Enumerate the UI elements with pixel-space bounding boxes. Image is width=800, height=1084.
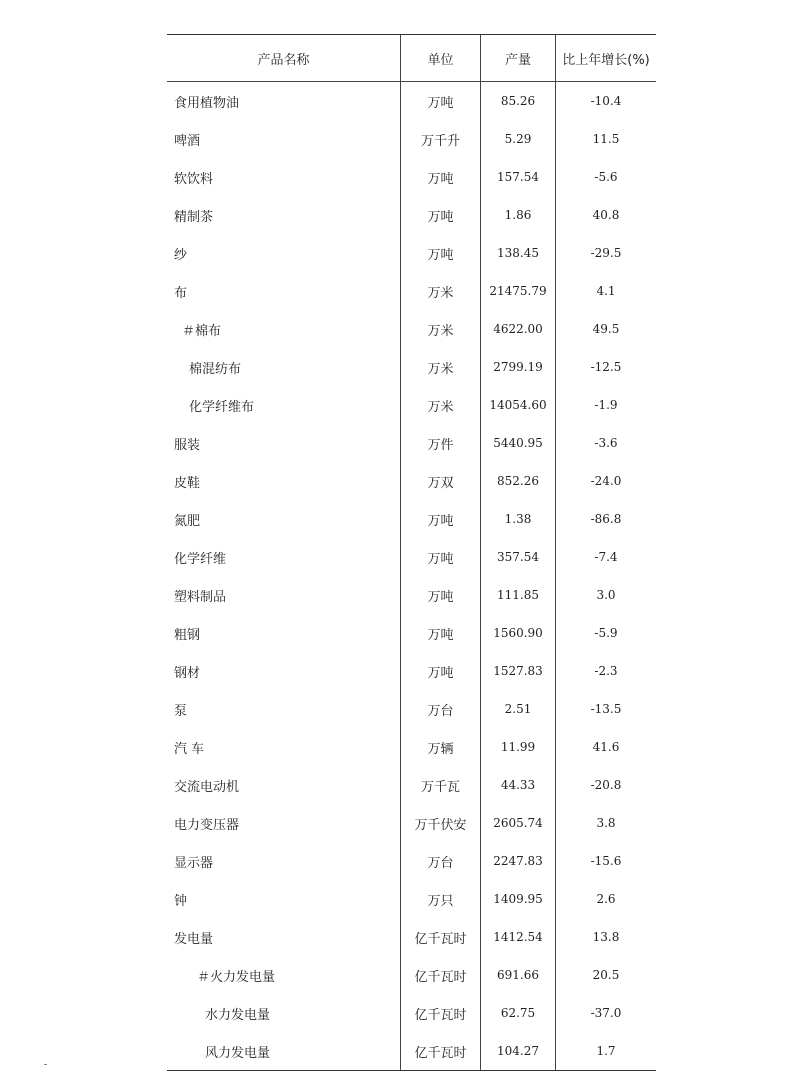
product-name-cell: 显示器 <box>167 842 401 880</box>
output-cell: 357.54 <box>481 538 556 576</box>
header-output: 产量 <box>481 35 556 81</box>
unit-cell: 万件 <box>401 424 481 462</box>
table-row <box>167 576 656 614</box>
table-row <box>167 766 656 804</box>
table-row <box>167 804 656 842</box>
unit-cell: 万吨 <box>401 576 481 614</box>
unit-cell: 万台 <box>401 842 481 880</box>
table-row <box>167 652 656 690</box>
table-row <box>167 918 656 956</box>
table-row <box>167 386 656 424</box>
growth-cell: -37.0 <box>590 1006 622 1020</box>
product-name-cell: 水力发电量 <box>167 994 401 1032</box>
output-cell: 1409.95 <box>481 880 556 918</box>
table-row <box>167 272 656 310</box>
product-name-cell: 精制茶 <box>167 196 401 234</box>
header-unit: 单位 <box>401 35 481 81</box>
table-row <box>167 842 656 880</box>
product-name-cell: 塑料制品 <box>167 576 401 614</box>
table-row <box>167 158 656 196</box>
output-cell: 11.99 <box>481 728 556 766</box>
product-name-cell: ＃火力发电量 <box>167 956 401 994</box>
output-cell: 1560.90 <box>481 614 556 652</box>
table-row <box>167 728 656 766</box>
product-name-cell: 棉混纺布 <box>167 348 401 386</box>
unit-cell: 万米 <box>401 272 481 310</box>
product-name-cell: 食用植物油 <box>167 82 401 120</box>
product-name-cell: ＃棉布 <box>167 310 401 348</box>
output-cell: 691.66 <box>481 956 556 994</box>
growth-cell: 41.6 <box>592 740 620 754</box>
table-row <box>167 348 656 386</box>
header-product-name: 产品名称 <box>167 35 401 81</box>
growth-cell: 11.5 <box>592 132 620 146</box>
product-name-cell: 电力变压器 <box>167 804 401 842</box>
product-name-cell: 泵 <box>167 690 401 728</box>
table-row <box>167 424 656 462</box>
unit-cell: 万辆 <box>401 728 481 766</box>
unit-cell: 万吨 <box>401 158 481 196</box>
unit-cell: 万米 <box>401 386 481 424</box>
growth-cell: 1.7 <box>596 1044 616 1058</box>
output-cell: 1412.54 <box>481 918 556 956</box>
product-name-cell: 啤酒 <box>167 120 401 158</box>
unit-cell: 万吨 <box>401 196 481 234</box>
product-name-cell: 氮肥 <box>167 500 401 538</box>
product-name-cell: 皮鞋 <box>167 462 401 500</box>
product-name-cell: 风力发电量 <box>167 1032 401 1070</box>
unit-cell: 万吨 <box>401 538 481 576</box>
product-output-table <box>167 34 656 1071</box>
growth-cell: 3.8 <box>596 816 616 830</box>
unit-cell: 亿千瓦时 <box>401 918 481 956</box>
output-cell: 14054.60 <box>481 386 556 424</box>
product-name-cell: 粗钢 <box>167 614 401 652</box>
growth-cell: -5.9 <box>594 626 618 640</box>
table-row <box>167 614 656 652</box>
growth-cell: -7.4 <box>594 550 618 564</box>
unit-cell: 万千伏安 <box>401 804 481 842</box>
output-cell: 5440.95 <box>481 424 556 462</box>
growth-cell: 4.1 <box>596 284 616 298</box>
growth-cell: -24.0 <box>590 474 622 488</box>
product-name-cell: 服装 <box>167 424 401 462</box>
unit-cell: 万吨 <box>401 234 481 272</box>
product-name-cell: 汽 车 <box>167 728 401 766</box>
growth-cell: -2.3 <box>594 664 618 678</box>
growth-cell: -1.9 <box>594 398 618 412</box>
table-row <box>167 994 656 1032</box>
unit-cell: 万千瓦 <box>401 766 481 804</box>
product-name-cell: 化学纤维 <box>167 538 401 576</box>
output-cell: 44.33 <box>481 766 556 804</box>
product-name-cell: 发电量 <box>167 918 401 956</box>
unit-cell: 万台 <box>401 690 481 728</box>
output-cell: 1.38 <box>481 500 556 538</box>
table-row <box>167 310 656 348</box>
growth-cell: 40.8 <box>592 208 620 222</box>
output-cell: 1527.83 <box>481 652 556 690</box>
growth-cell: -10.4 <box>590 94 622 108</box>
unit-cell: 万只 <box>401 880 481 918</box>
output-cell: 852.26 <box>481 462 556 500</box>
output-cell: 111.85 <box>481 576 556 614</box>
growth-cell: 2.6 <box>596 892 616 906</box>
table-header <box>167 35 656 82</box>
table-row <box>167 234 656 272</box>
unit-cell: 万双 <box>401 462 481 500</box>
table-row <box>167 82 656 120</box>
growth-cell: 49.5 <box>592 322 620 336</box>
table-row <box>167 690 656 728</box>
unit-cell: 亿千瓦时 <box>401 1032 481 1070</box>
output-cell: 104.27 <box>481 1032 556 1070</box>
product-name-cell: 交流电动机 <box>167 766 401 804</box>
growth-cell: -29.5 <box>590 246 622 260</box>
growth-cell: -20.8 <box>590 778 622 792</box>
output-cell: 4622.00 <box>481 310 556 348</box>
output-cell: 5.29 <box>481 120 556 158</box>
unit-cell: 万米 <box>401 348 481 386</box>
unit-cell: 万吨 <box>401 500 481 538</box>
growth-cell: 3.0 <box>596 588 616 602</box>
table-row <box>167 1032 656 1070</box>
page-mark <box>44 1064 47 1065</box>
growth-cell: -5.6 <box>594 170 618 184</box>
unit-cell: 亿千瓦时 <box>401 994 481 1032</box>
growth-cell: -3.6 <box>594 436 618 450</box>
table-body <box>167 82 656 1070</box>
product-name-cell: 钟 <box>167 880 401 918</box>
unit-cell: 亿千瓦时 <box>401 956 481 994</box>
growth-cell: -86.8 <box>590 512 622 526</box>
output-cell: 2247.83 <box>481 842 556 880</box>
output-cell: 2.51 <box>481 690 556 728</box>
table-row <box>167 196 656 234</box>
output-cell: 1.86 <box>481 196 556 234</box>
product-name-cell: 软饮料 <box>167 158 401 196</box>
unit-cell: 万吨 <box>401 82 481 120</box>
growth-cell: -15.6 <box>590 854 622 868</box>
output-cell: 2799.19 <box>481 348 556 386</box>
product-name-cell: 布 <box>167 272 401 310</box>
output-cell: 21475.79 <box>481 272 556 310</box>
table-row <box>167 500 656 538</box>
product-name-cell: 钢材 <box>167 652 401 690</box>
output-cell: 62.75 <box>481 994 556 1032</box>
unit-cell: 万吨 <box>401 652 481 690</box>
unit-cell: 万米 <box>401 310 481 348</box>
growth-cell: -12.5 <box>590 360 622 374</box>
output-cell: 157.54 <box>481 158 556 196</box>
unit-cell: 万千升 <box>401 120 481 158</box>
header-growth: 比上年增长(%) <box>562 52 650 68</box>
growth-cell: 13.8 <box>592 930 620 944</box>
table-row <box>167 956 656 994</box>
output-cell: 138.45 <box>481 234 556 272</box>
output-cell: 2605.74 <box>481 804 556 842</box>
output-cell: 85.26 <box>481 82 556 120</box>
table-row <box>167 120 656 158</box>
product-name-cell: 纱 <box>167 234 401 272</box>
table-row <box>167 462 656 500</box>
unit-cell: 万吨 <box>401 614 481 652</box>
table-row <box>167 880 656 918</box>
product-name-cell: 化学纤维布 <box>167 386 401 424</box>
growth-cell: 20.5 <box>592 968 620 982</box>
growth-cell: -13.5 <box>590 702 622 716</box>
table-row <box>167 538 656 576</box>
